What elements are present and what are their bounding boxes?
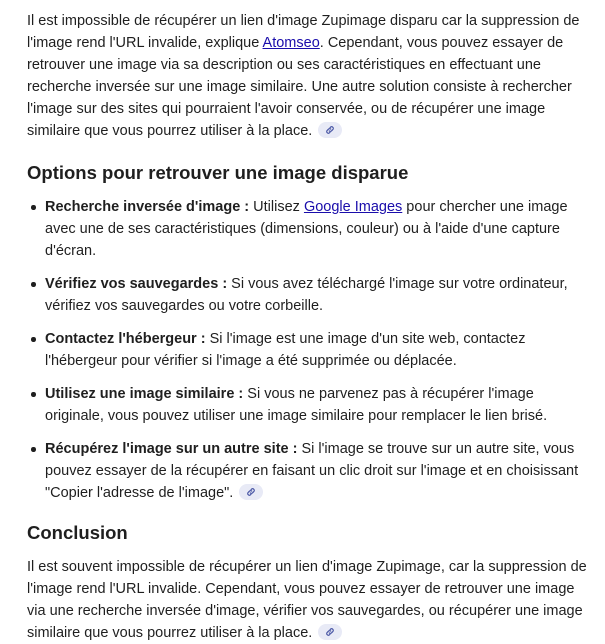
link-icon	[325, 125, 335, 135]
intro-text-2: . Cependant, vous pouvez essayer de retrouver une image via sa description ou ses caractéristiques en effectuant une recherche inversée sur une image similaire. Une autre solution consiste à rechercher l'image sur des sites qui pourraient l'avoir conservée, ou de récupérer une image similaire que vous pourrez utiliser à la place.	[27, 35, 572, 139]
list-item-text: Si l'image se trouve sur un autre site, vous pouvez essayer de la récupérer en faisant un clic droit sur l'image et en choisissant "Copier l'adresse de l'image".	[45, 441, 579, 501]
list-item	[45, 383, 595, 427]
list-item-text: pour chercher une image avec une de ses caractéristiques (dimensions, couleur) ou à l'aide d'une capture d'écran.	[45, 199, 568, 259]
list-item-text: Si vous avez téléchargé l'image sur votre ordinateur, vérifiez vos sauvegardes ou votre corbeille.	[45, 276, 568, 314]
conclusion-paragraph	[27, 556, 595, 644]
intro-paragraph	[27, 10, 595, 142]
link-icon	[246, 487, 256, 497]
atomseo-link[interactable]: Atomseo	[262, 35, 320, 51]
citation-link-button[interactable]	[318, 624, 342, 640]
conclusion-text: Il est souvent impossible de récupérer un lien d'image Zupimage, car la suppression de l'image rend l'URL invalide. Cependant, vous pouvez essayer de retrouver une image via une recherche inversée d'image, vérifier vos sauvegardes, ou récupérer une image similaire que vous pourrez utiliser à la place.	[27, 559, 587, 641]
list-item	[45, 328, 595, 372]
list-item	[45, 438, 595, 504]
list-item-title: Utilisez une image similaire :	[45, 386, 244, 402]
list-item-text: Si vous ne parvenez pas à récupérer l'image originale, vous pouvez utiliser une image similaire pour remplacer le lien brisé.	[45, 386, 548, 424]
list-item-title: Recherche inversée d'image :	[45, 199, 250, 215]
list-item-title: Récupérez l'image sur un autre site :	[45, 441, 298, 457]
list-item-text: Si l'image est une image d'un site web, contactez l'hébergeur pour vérifier si l'image a été supprimée ou déplacée.	[45, 331, 526, 369]
list-item	[45, 196, 595, 262]
intro-text-1: Il est impossible de récupérer un lien d'image Zupimage disparu car la suppression de l'image rend l'URL invalide, explique	[27, 13, 580, 51]
conclusion-heading: Conclusion	[27, 522, 128, 543]
options-list	[27, 196, 595, 504]
citation-link-button[interactable]	[239, 484, 263, 500]
options-heading: Options pour retrouver une image disparue	[27, 162, 409, 183]
link-icon	[325, 627, 335, 637]
list-item-title: Contactez l'hébergeur :	[45, 331, 206, 347]
citation-link-button[interactable]	[318, 122, 342, 138]
list-item-title: Vérifiez vos sauvegardes :	[45, 276, 228, 292]
google-images-link[interactable]: Google Images	[303, 199, 403, 215]
list-item	[45, 273, 595, 317]
list-item-text: Utilisez	[249, 199, 304, 215]
